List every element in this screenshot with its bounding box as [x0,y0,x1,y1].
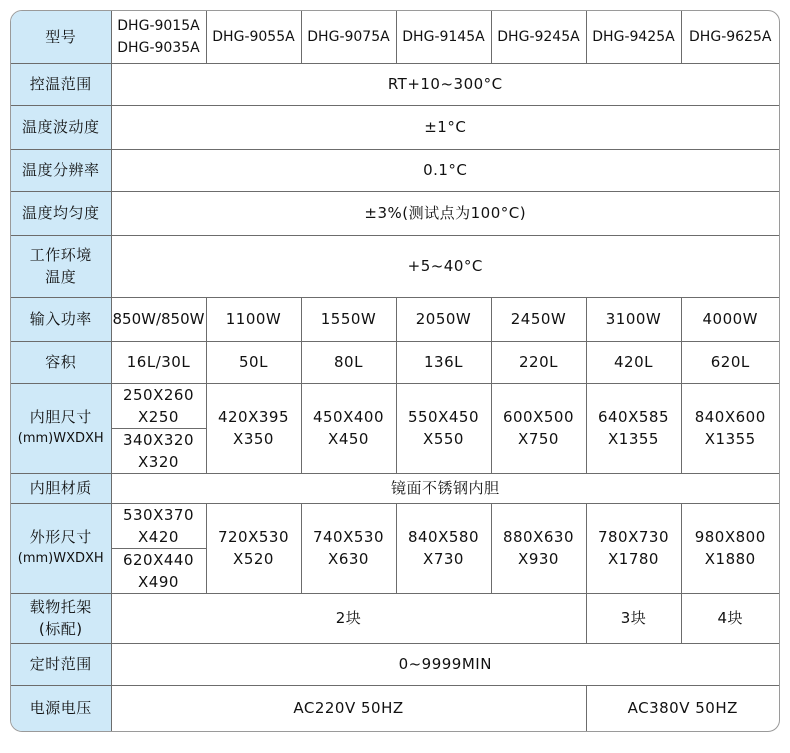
shelves-3: 4块 [681,593,779,643]
volume-4: 136L [396,341,491,383]
label-temp-fluct: 温度波动度 [11,105,111,149]
label-model: 型号 [11,11,111,63]
outer-size-1a [112,504,206,549]
outer-size-3 [301,503,396,593]
inner-size-3-l2: X450 [328,430,369,448]
inner-size-5 [491,383,586,473]
label-inner-material: 内胆材质 [11,473,111,503]
label-volume: 容积 [11,341,111,383]
volume-2: 50L [206,341,301,383]
inner-size-4-l1: 550X450 [407,408,480,426]
label-work-env-a: 工作环境 [29,246,92,264]
row-outer-size [11,503,779,593]
cell-model-6: DHG-9425A [586,11,681,63]
inner-size-2-l2: X350 [233,430,274,448]
cell-model-3: DHG-9075A [301,11,396,63]
outer-size-6-l2: X1780 [608,550,659,568]
shelves-2: 3块 [586,593,681,643]
power-7: 4000W [681,297,779,341]
outer-size-7-l2: X1880 [704,550,756,568]
outer-size-7 [681,503,779,593]
row-power [11,297,779,341]
outer-size-4-l2: X730 [423,550,464,568]
row-shelves [11,593,779,643]
label-work-env-b: 温度 [45,268,77,286]
outer-size-2-l1: 720X530 [217,528,290,546]
shelves-1: 2块 [111,593,586,643]
inner-size-4-l2: X550 [423,430,464,448]
value-inner-material: 镜面不锈钢内胆 [111,473,779,503]
volume-6: 420L [586,341,681,383]
inner-size-2-l1: 420X395 [217,408,290,426]
row-temp-range [11,63,779,105]
label-temp-unif: 温度均匀度 [11,191,111,235]
outer-size-1a-l1: 530X370 [122,505,195,524]
outer-size-6-l1: 780X730 [597,528,670,546]
label-shelves-b: (标配) [38,620,83,638]
volume-7: 620L [681,341,779,383]
inner-size-7 [681,383,779,473]
label-outer-size-b: (mm)WXDXH [17,551,104,566]
volume-3: 80L [301,341,396,383]
outer-size-5 [491,503,586,593]
inner-size-3-l1: 450X400 [312,408,385,426]
power-3: 1550W [301,297,396,341]
cell-model-7: DHG-9625A [681,11,779,63]
power-2: 1100W [206,297,301,341]
inner-size-2 [206,383,301,473]
outer-size-2 [206,503,301,593]
inner-size-1b [112,429,206,473]
label-inner-size-b: (mm)WXDXH [17,431,104,446]
power-6: 3100W [586,297,681,341]
outer-size-1a-l2: X420 [138,527,179,546]
outer-size-3-l1: 740X530 [312,528,385,546]
inner-size-1b-l1: 340X320 [122,430,195,449]
volume-1: 16L/30L [111,341,206,383]
value-work-env: +5~40°C [111,235,779,297]
inner-size-3 [301,383,396,473]
outer-size-4-l1: 840X580 [407,528,480,546]
row-inner-size [11,383,779,473]
inner-size-1a-l2: X250 [138,407,179,426]
inner-size-1b-l2: X320 [138,452,179,471]
outer-size-2-l2: X520 [233,550,274,568]
outer-size-1b [112,549,206,593]
inner-size-1a-l1: 250X260 [122,385,195,404]
row-voltage [11,685,779,731]
inner-size-7-l2: X1355 [704,430,756,448]
outer-size-1 [111,503,206,593]
value-timer: 0~9999MIN [111,643,779,685]
inner-size-6-l2: X1355 [608,430,659,448]
label-shelves [11,593,111,643]
label-inner-size-a: 内胆尺寸 [29,408,92,426]
inner-size-5-l2: X750 [518,430,559,448]
outer-size-4 [396,503,491,593]
value-temp-fluct: ±1°C [111,105,779,149]
inner-size-1a [112,384,206,429]
outer-size-3-l2: X630 [328,550,369,568]
model-1a: DHG-9015A [117,17,200,34]
label-shelves-a: 载物托架 [29,598,92,616]
power-5: 2450W [491,297,586,341]
outer-size-6 [586,503,681,593]
inner-size-7-l1: 840X600 [694,408,766,426]
outer-size-5-l2: X930 [518,550,559,568]
label-temp-range: 控温范围 [11,63,111,105]
row-temp-unif [11,191,779,235]
label-timer: 定时范围 [11,643,111,685]
label-voltage: 电源电压 [11,685,111,731]
label-temp-res: 温度分辨率 [11,149,111,191]
label-outer-size [11,503,111,593]
row-volume [11,341,779,383]
row-timer [11,643,779,685]
model-1b: DHG-9035A [117,39,200,56]
inner-size-5-l1: 600X500 [502,408,575,426]
row-inner-material [11,473,779,503]
spec-table [11,11,779,731]
label-power: 输入功率 [11,297,111,341]
volume-5: 220L [491,341,586,383]
power-1: 850W/850W [111,297,206,341]
spec-table-frame [10,10,780,732]
row-temp-res [11,149,779,191]
row-work-env [11,235,779,297]
cell-model-5: DHG-9245A [491,11,586,63]
inner-size-6-l1: 640X585 [597,408,670,426]
row-model [11,11,779,63]
cell-model-4: DHG-9145A [396,11,491,63]
outer-size-1b-l1: 620X440 [122,550,195,569]
outer-size-5-l1: 880X630 [502,528,575,546]
row-temp-fluct [11,105,779,149]
inner-size-6 [586,383,681,473]
label-inner-size [11,383,111,473]
value-temp-res: 0.1°C [111,149,779,191]
voltage-1: AC220V 50HZ [111,685,586,731]
inner-size-1 [111,383,206,473]
cell-model-2: DHG-9055A [206,11,301,63]
outer-size-7-l1: 980X800 [694,528,766,546]
cell-model-1 [111,11,206,63]
power-4: 2050W [396,297,491,341]
voltage-2: AC380V 50HZ [586,685,779,731]
outer-size-1b-l2: X490 [138,572,179,591]
label-outer-size-a: 外形尺寸 [29,528,92,546]
label-work-env [11,235,111,297]
inner-size-4 [396,383,491,473]
value-temp-unif: ±3%(测试点为100°C) [111,191,779,235]
value-temp-range: RT+10~300°C [111,63,779,105]
